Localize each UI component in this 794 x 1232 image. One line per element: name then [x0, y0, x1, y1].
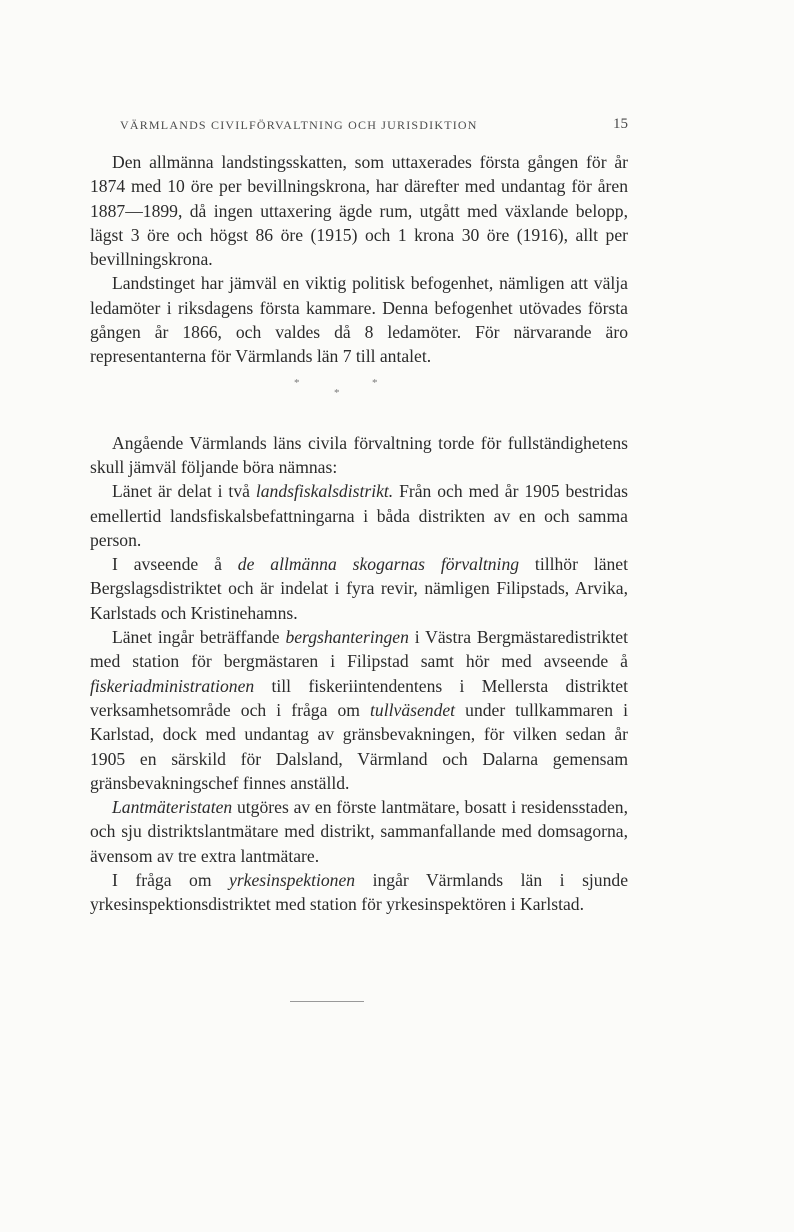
- closing-rule: [290, 1001, 364, 1002]
- paragraph-civil-forvaltning: Angående Värmlands läns civila förvaltning torde för fullständighetens skull jämväl följande böra nämnas:: [90, 432, 628, 477]
- section-separator: [90, 369, 628, 431]
- italic-term: tullväsendet: [370, 699, 456, 720]
- paragraph-landstinget: Landstinget har jämväl en viktig politisk befogenhet, nämligen att välja ledamöter i riksdagens första kammare. Denna befogenhet utövades första gången år 1866, och valdes då 8 ledamöter. För närvarande äro representanterna för Värmlands län 7 till antalet.: [90, 273, 628, 367]
- asterisk-right: *: [372, 376, 378, 389]
- text-segment: utgöres av en förste lantmätare, bosatt i residensstaden, och sju distriktslantmätare med distrikt, sammanfallande med domsagorna, ävensom av tre extra lantmätare.: [90, 797, 628, 866]
- running-head-title: VÄRMLANDS CIVILFÖRVALTNING OCH JURISDIKTION: [120, 118, 478, 132]
- paragraph-landsfiskal: [90, 479, 628, 552]
- italic-term: landsfiskalsdistrikt.: [255, 481, 394, 502]
- text-segment: i Västra Bergmästaredistriktet med station för bergmästaren i Filipstad samt hör med avseende å: [90, 627, 628, 672]
- paragraph-skogar: [90, 552, 628, 625]
- asterisk-center: *: [334, 386, 340, 399]
- text-segment: till fiskeriintendentens i Mellersta distriktet verksamhetsområde och i fråga om: [90, 675, 628, 720]
- body-text: [90, 150, 628, 917]
- text-segment: ingår Värmlands län i sjunde yrkesinspektionsdistriktet med station för yrkesinspektören i Karlstad.: [90, 870, 629, 915]
- italic-term: de allmänna skogarnas förvaltning: [237, 554, 520, 575]
- text-segment: I avseende å: [112, 554, 238, 575]
- italic-term: Lantmäteristaten: [112, 797, 233, 818]
- text-segment: Länet ingår beträffande: [112, 627, 286, 648]
- text-segment: I fråga om: [112, 870, 230, 891]
- italic-term: fiskeriadministrationen: [90, 675, 255, 696]
- asterisk-left: *: [294, 376, 300, 389]
- text-segment: Länet är delat i två: [112, 481, 256, 502]
- italic-term: yrkesinspektionen: [229, 870, 356, 891]
- page-number: 15: [613, 116, 628, 132]
- text-segment: under tullkammaren i Karlstad, dock med undantag av gränsbevakningen, för vilken sedan år 1905 en särskild för Dalsland, Värmland och Dalarna gemensam gränsbevakningschef finnes anställd.: [90, 699, 628, 793]
- italic-term: bergshanteringen: [285, 627, 409, 648]
- paragraph-landstingsskatt: Den allmänna landstingsskatten, som uttaxerades första gången för år 1874 med 10 öre per bevillningskrona, har därefter med undantag för åren 1887—1899, då ingen uttaxering ägde rum, utgått med växlande belopp, lägst 3 öre och högst 86 öre (1915) och 1 krona 30 öre (1916), allt per bevillningskrona.: [90, 152, 628, 270]
- text-segment: tillhör länet Bergslagsdistriktet och är indelat i fyra revir, nämligen Filipstads, Arvika, Karlstads och Kristinehamns.: [90, 554, 629, 623]
- text-segment: Från och med år 1905 bestridas emellertid landsfiskalsbefattningarna i båda distrikten av en och samma person.: [90, 481, 628, 550]
- paragraph-bergshantering: [90, 625, 628, 795]
- paragraph-lantmateri: [90, 795, 628, 868]
- paragraph-yrkesinspektion: [90, 868, 628, 917]
